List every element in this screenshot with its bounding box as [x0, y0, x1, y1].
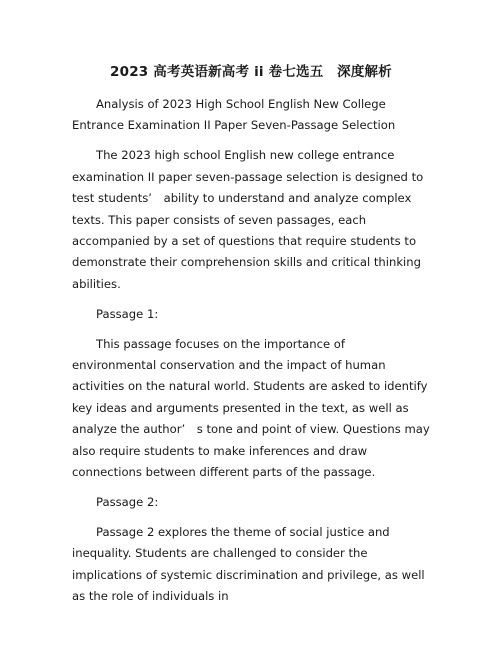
intro-paragraph: The 2023 high school English new college entrance examination II paper seven-passage selection is designed to test students’ ability to understand and analyze complex texts. This paper consists of seven passages, each accompanied by a set of questions that require students to demonstrate their comprehension skills and critical thinking abilities. [72, 148, 424, 291]
section-body-passage-1: This passage focuses on the importance of environmental conservation and the impact of human activities on the natural world. Students are asked to identify key ideas and arguments presented in the text, as well as analyze the author’ s tone and point of view. Questions may also require students to make inferences and draw connections between different parts of the passage. [72, 336, 430, 479]
section-body-passage-2: Passage 2 explores the theme of social justice and inequality. Students are challenged to consider the implications of systemic discrimination and privilege, as well as the role of individuals in [72, 524, 425, 604]
document-title: 2023 高考英语新高考 ii 卷七选五 深度解析 [110, 64, 392, 80]
section-heading-passage-1: Passage 1: [96, 306, 159, 321]
document-subtitle: Analysis of 2023 High School English New College Entrance Examination II Paper Seven-Passage Selection [72, 97, 396, 133]
section-heading-passage-2: Passage 2: [96, 494, 159, 509]
